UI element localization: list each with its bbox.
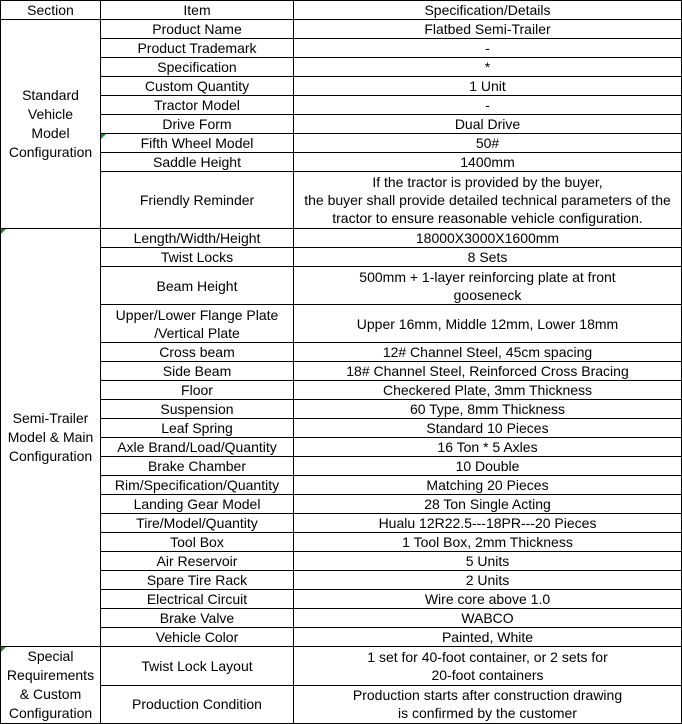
spec-cell: 10 Double <box>294 457 682 476</box>
spec-cell: Dual Drive <box>294 115 682 134</box>
table-row <box>1 39 682 58</box>
table-row <box>1 400 682 419</box>
item-cell: Tractor Model <box>101 96 294 115</box>
spec-cell: 1 Unit <box>294 77 682 96</box>
spec-cell: Checkered Plate, 3mm Thickness <box>294 381 682 400</box>
item-cell: Product Trademark <box>101 39 294 58</box>
text-line: Production starts after construction drawing <box>352 687 623 704</box>
table-row <box>1 457 682 476</box>
item-cell: Brake Chamber <box>101 457 294 476</box>
item-cell: Landing Gear Model <box>101 495 294 514</box>
spec-cell: 2 Units <box>294 571 682 590</box>
section-cell <box>1 647 101 724</box>
spec-cell: - <box>294 39 682 58</box>
text-line: the buyer shall provide detailed technical parameters of the <box>304 192 671 208</box>
table-row <box>1 134 682 153</box>
item-cell: Product Name <box>101 20 294 39</box>
spec-cell: 18# Channel Steel, Reinforced Cross Bracing <box>294 362 682 381</box>
item-cell: Twist Locks <box>101 248 294 267</box>
spec-cell: 18000X3000X1600mm <box>294 229 682 248</box>
spec-cell: Matching 20 Pieces <box>294 476 682 495</box>
table-row <box>1 685 682 724</box>
table-row <box>1 609 682 628</box>
table-row <box>1 267 682 305</box>
spec-cell: Upper 16mm, Middle 12mm, Lower 18mm <box>294 305 682 343</box>
item-cell: Saddle Height <box>101 153 294 172</box>
text-line: Upper/Lower Flange Plate <box>115 306 279 323</box>
text-line: is confirmed by the customer <box>398 705 577 722</box>
spec-cell: * <box>294 58 682 77</box>
header-section: Section <box>1 1 101 20</box>
spec-cell: 5 Units <box>294 552 682 571</box>
header-item: Item <box>101 1 294 20</box>
spec-cell: 8 Sets <box>294 248 682 267</box>
table-row <box>1 172 682 229</box>
table-row <box>1 305 682 343</box>
item-cell: Fifth Wheel Model <box>101 134 294 153</box>
table-row <box>1 343 682 362</box>
text-line: gooseneck <box>453 286 522 303</box>
item-cell: Drive Form <box>101 115 294 134</box>
table-row <box>1 552 682 571</box>
table-row <box>1 96 682 115</box>
item-cell: Friendly Reminder <box>101 172 294 229</box>
item-cell: Length/Width/Height <box>101 229 294 248</box>
item-cell: Custom Quantity <box>101 77 294 96</box>
text-line: Semi-Trailer <box>12 410 89 426</box>
spec-cell: 28 Ton Single Acting <box>294 495 682 514</box>
spec-cell: Standard 10 Pieces <box>294 419 682 438</box>
text-line: tractor to ensure reasonable vehicle configuration. <box>332 210 643 226</box>
text-line: Standard <box>22 87 79 103</box>
table-row <box>1 381 682 400</box>
item-cell: Leaf Spring <box>101 419 294 438</box>
table-row <box>1 419 682 438</box>
item-cell: Rim/Specification/Quantity <box>101 476 294 495</box>
text-line: Special <box>27 648 74 664</box>
item-cell: Tool Box <box>101 533 294 552</box>
spec-cell <box>294 267 682 305</box>
spec-cell: Flatbed Semi-Trailer <box>294 20 682 39</box>
text-line: Requirements <box>6 667 95 683</box>
text-line: Configuration <box>8 144 93 160</box>
item-cell: Spare Tire Rack <box>101 571 294 590</box>
item-cell: Air Reservoir <box>101 552 294 571</box>
spec-cell: Painted, White <box>294 628 682 647</box>
spec-cell: 60 Type, 8mm Thickness <box>294 400 682 419</box>
table-row <box>1 115 682 134</box>
spec-cell: 12# Channel Steel, 45cm spacing <box>294 343 682 362</box>
spec-cell: - <box>294 96 682 115</box>
table-row <box>1 476 682 495</box>
text-line: If the tractor is provided by the buyer, <box>372 174 603 190</box>
item-cell: Floor <box>101 381 294 400</box>
item-cell: Beam Height <box>101 267 294 305</box>
header-spec: Specification/Details <box>294 1 682 20</box>
spec-cell: 1400mm <box>294 153 682 172</box>
text-line: 1 set for 40-foot container, or 2 sets for <box>367 648 608 665</box>
table-row <box>1 571 682 590</box>
table-row <box>1 77 682 96</box>
table-row <box>1 438 682 457</box>
text-line: /Vertical Plate <box>154 324 240 341</box>
spec-cell: 50# <box>294 134 682 153</box>
text-line: Configuration <box>8 705 93 721</box>
table-row <box>1 153 682 172</box>
table-row <box>1 58 682 77</box>
table-row <box>1 590 682 609</box>
table-row <box>1 248 682 267</box>
spec-cell <box>294 172 682 229</box>
table-row <box>1 514 682 533</box>
spec-cell: WABCO <box>294 609 682 628</box>
item-cell: Vehicle Color <box>101 628 294 647</box>
text-line: Model <box>31 125 70 141</box>
item-cell: Specification <box>101 58 294 77</box>
section-cell <box>1 229 101 647</box>
item-cell: Brake Valve <box>101 609 294 628</box>
spec-body <box>1 20 682 724</box>
section-cell <box>1 20 101 229</box>
spec-cell: 1 Tool Box, 2mm Thickness <box>294 533 682 552</box>
item-cell <box>101 305 294 343</box>
spec-cell <box>294 685 682 724</box>
text-line: Vehicle <box>27 106 74 122</box>
table-row <box>1 533 682 552</box>
header-row <box>1 1 682 20</box>
spec-cell: 16 Ton * 5 Axles <box>294 438 682 457</box>
spec-cell <box>294 647 682 686</box>
item-cell: Twist Lock Layout <box>101 647 294 686</box>
table-row <box>1 628 682 647</box>
text-line: 500mm + 1-layer reinforcing plate at front <box>359 268 616 285</box>
spec-cell: Hualu 12R22.5---18PR---20 Pieces <box>294 514 682 533</box>
table-row <box>1 495 682 514</box>
text-line: & Custom <box>19 686 82 702</box>
item-cell: Production Condition <box>101 685 294 724</box>
spec-cell: Wire core above 1.0 <box>294 590 682 609</box>
table-row <box>1 229 682 248</box>
table-row <box>1 20 682 39</box>
text-line: Model & Main <box>7 429 94 445</box>
item-cell: Electrical Circuit <box>101 590 294 609</box>
item-cell: Suspension <box>101 400 294 419</box>
table-row <box>1 647 682 686</box>
item-cell: Side Beam <box>101 362 294 381</box>
item-cell: Cross beam <box>101 343 294 362</box>
item-cell: Tire/Model/Quantity <box>101 514 294 533</box>
table-row <box>1 362 682 381</box>
text-line: Configuration <box>8 448 93 464</box>
item-cell: Axle Brand/Load/Quantity <box>101 438 294 457</box>
text-line: 20-foot containers <box>431 666 544 683</box>
